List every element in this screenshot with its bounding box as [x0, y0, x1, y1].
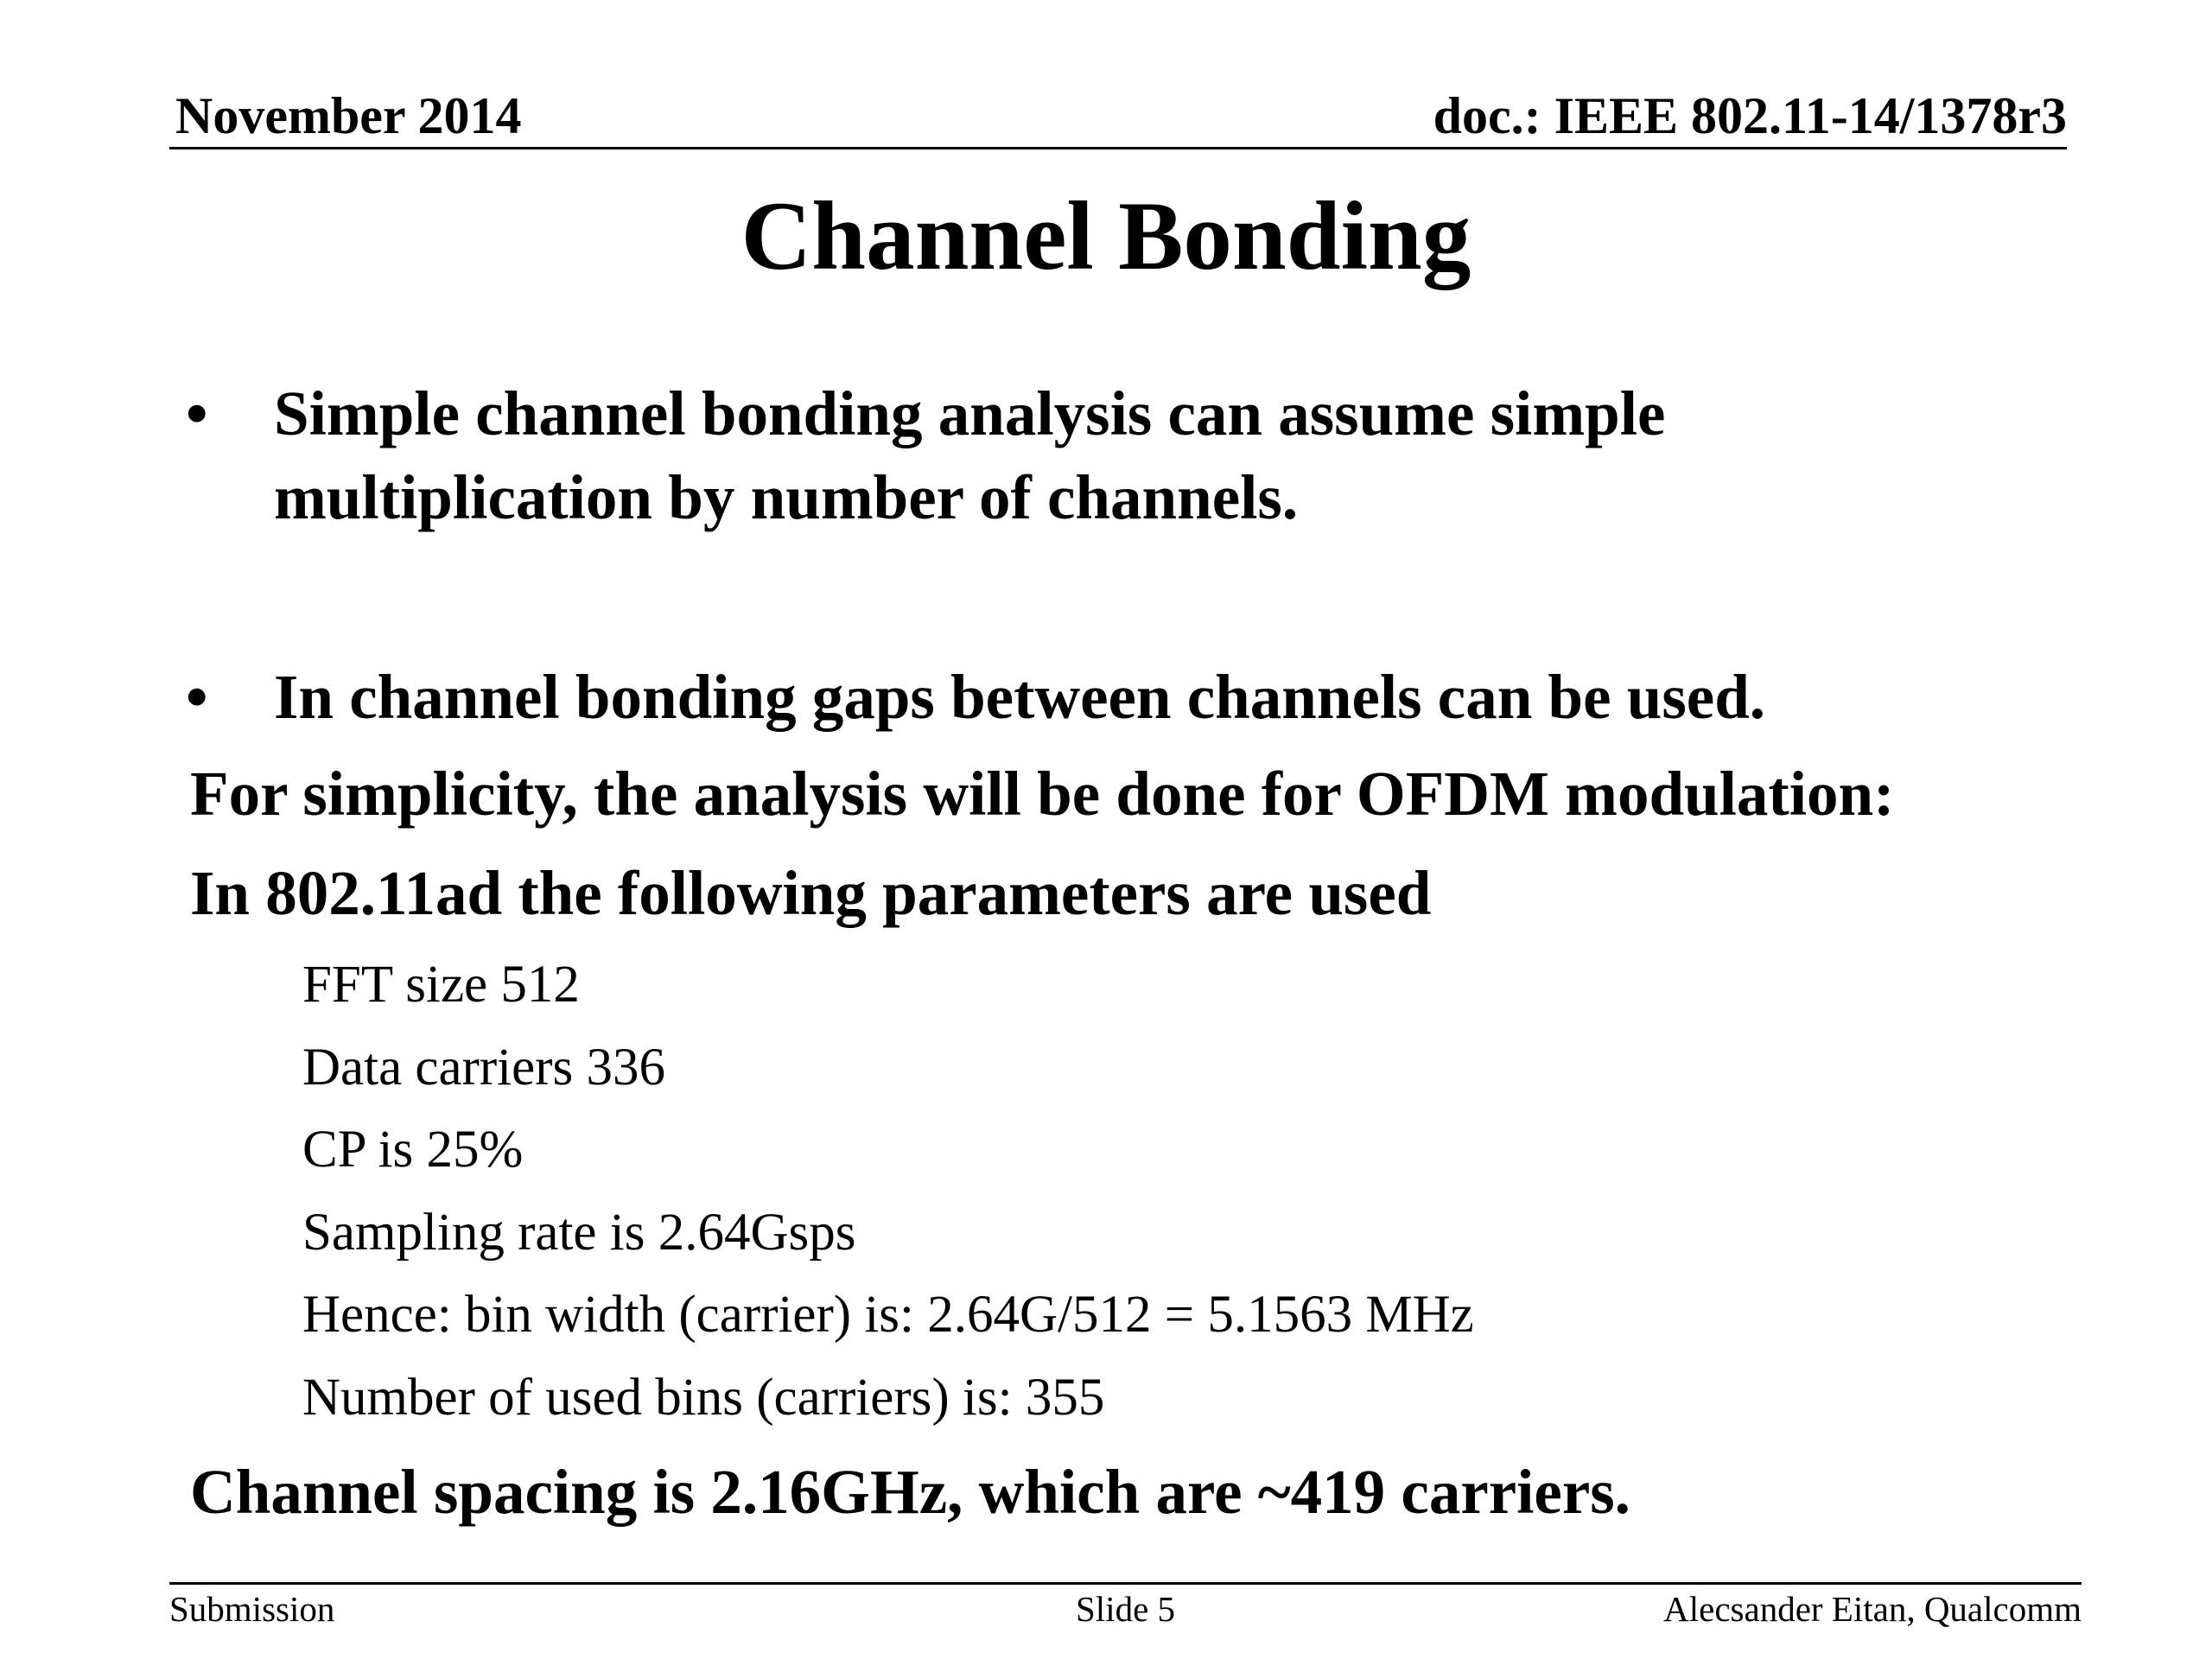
footer-submission: Submission — [169, 1589, 335, 1629]
bullet-marker: • — [186, 378, 208, 448]
parameter-item: FFT size 512 — [302, 956, 580, 1014]
intro-line: For simplicity, the analysis will be done for OFDM modulation: — [190, 759, 1895, 829]
bullet-text: In channel bonding gaps between channels can be used. — [274, 662, 1766, 732]
header-date: November 2014 — [175, 87, 522, 144]
footer-author: Alecsander Eitan, Qualcomm — [1663, 1589, 2082, 1629]
parameter-item: Number of used bins (carriers) is: 355 — [302, 1369, 1105, 1427]
parameter-item: Hence: bin width (carrier) is: 2.64G/512 = 5.1563 MHz — [302, 1286, 1474, 1344]
footer-slide-number: Slide 5 — [1076, 1589, 1176, 1629]
slide-title: Channel Bonding — [741, 182, 1471, 290]
bullet-marker: • — [186, 662, 208, 732]
parameter-item: Data carriers 336 — [302, 1039, 666, 1096]
parameter-item: CP is 25% — [302, 1121, 524, 1179]
bullet-text: Simple channel bonding analysis can assume simple multiplication by number of channels. — [274, 378, 1666, 532]
footer-divider — [169, 1582, 2082, 1585]
intro-line: In 802.11ad the following parameters are used — [190, 858, 1432, 928]
header-doc-id: doc.: IEEE 802.11-14/1378r3 — [1433, 87, 2067, 144]
conclusion-line: Channel spacing is 2.16GHz, which are ~419 carriers. — [190, 1457, 1630, 1527]
header-divider — [169, 147, 2067, 149]
parameter-item: Sampling rate is 2.64Gsps — [302, 1204, 856, 1262]
